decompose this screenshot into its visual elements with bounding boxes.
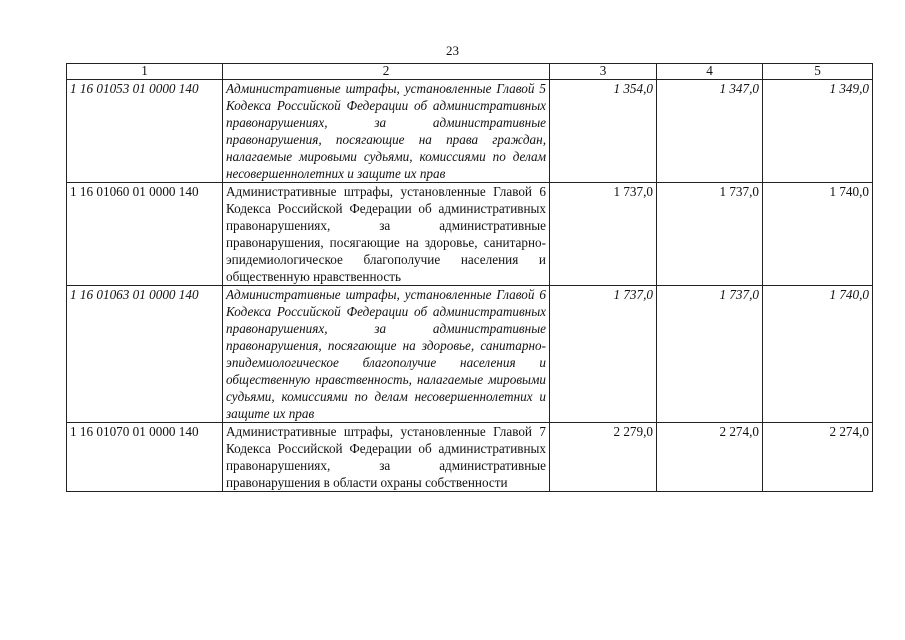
- header-col-5: 5: [763, 64, 873, 80]
- row-code: 1 16 01053 01 0000 140: [67, 80, 223, 183]
- table-row: [67, 183, 873, 286]
- header-col-4: 4: [657, 64, 763, 80]
- budget-table: [66, 63, 873, 492]
- table-row: [67, 423, 873, 492]
- row-value-col4: 1 737,0: [657, 183, 763, 286]
- row-description: Административные штрафы, установленные Главой 6 Кодекса Российской Федерации об административных правонарушениях, за административные правонарушения, посягающие на здоровье, санитарно-эпидемиологическое благополучие населения и общественную нравственность, налагаемые мировыми судьями, комиссиями по делам несовершеннолетних и защите их прав: [223, 286, 550, 423]
- header-row: [67, 64, 873, 80]
- table-row: [67, 80, 873, 183]
- row-value-col5: 1 349,0: [763, 80, 873, 183]
- row-value-col5: 2 274,0: [763, 423, 873, 492]
- header-col-3: 3: [550, 64, 657, 80]
- table-row: [67, 286, 873, 423]
- header-col-2: 2: [223, 64, 550, 80]
- row-value-col3: 2 279,0: [550, 423, 657, 492]
- row-value-col3: 1 354,0: [550, 80, 657, 183]
- row-value-col4: 1 737,0: [657, 286, 763, 423]
- row-value-col3: 1 737,0: [550, 286, 657, 423]
- row-code: 1 16 01070 01 0000 140: [67, 423, 223, 492]
- header-col-1: 1: [67, 64, 223, 80]
- row-value-col5: 1 740,0: [763, 183, 873, 286]
- row-description: Административные штрафы, установленные Главой 7 Кодекса Российской Федерации об административных правонарушениях, за административные правонарушения в области охраны собственности: [223, 423, 550, 492]
- page-number: 23: [446, 43, 459, 58]
- row-value-col3: 1 737,0: [550, 183, 657, 286]
- row-value-col4: 2 274,0: [657, 423, 763, 492]
- row-code: 1 16 01060 01 0000 140: [67, 183, 223, 286]
- row-value-col4: 1 347,0: [657, 80, 763, 183]
- row-code: 1 16 01063 01 0000 140: [67, 286, 223, 423]
- row-description: Административные штрафы, установленные Главой 5 Кодекса Российской Федерации об административных правонарушениях, за административные правонарушения, посягающие на права граждан, налагаемые мировыми судьями, комиссиями по делам несовершеннолетних и защите их прав: [223, 80, 550, 183]
- row-description: Административные штрафы, установленные Главой 6 Кодекса Российской Федерации об административных правонарушениях, за административные правонарушения, посягающие на здоровье, санитарно-эпидемиологическое благополучие населения и общественную нравственность: [223, 183, 550, 286]
- row-value-col5: 1 740,0: [763, 286, 873, 423]
